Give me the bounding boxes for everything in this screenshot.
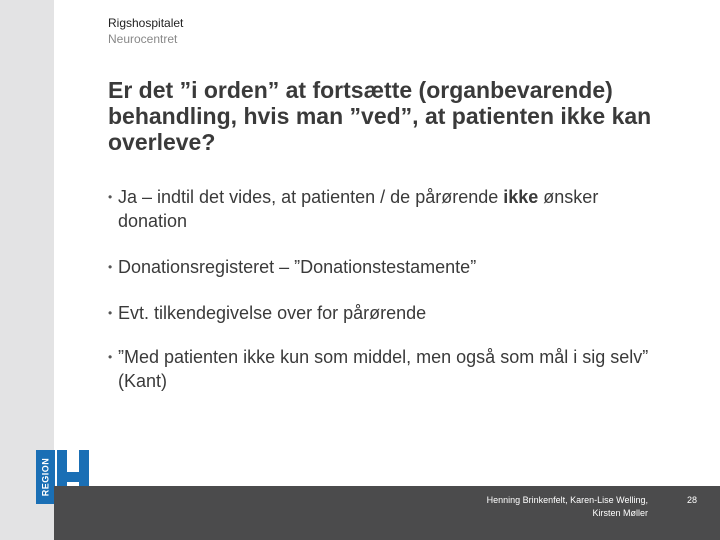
- bullet-marker: •: [108, 190, 113, 204]
- bullet-marker: •: [108, 350, 113, 364]
- bullet-item: [108, 301, 668, 325]
- logo-word: REGION: [40, 457, 51, 497]
- authors-line-1: Henning Brinkenfelt, Karen-Lise Welling,: [486, 495, 648, 505]
- bullet-item: [108, 255, 668, 279]
- organization-header: [108, 15, 183, 47]
- bullet-text-end: ønsker donation: [118, 187, 599, 231]
- bullet-text: Evt. tilkendegivelse over for pårørende: [118, 303, 427, 323]
- bullet-item: [108, 185, 668, 233]
- footer-authors: [448, 494, 648, 520]
- footer-bar: [54, 486, 720, 540]
- bullet-text: ”Med patienten ikke kun som middel, men også som mål i sig selv” (Kant): [118, 347, 649, 391]
- bullet-marker: •: [108, 260, 113, 274]
- bullet-item: [108, 345, 668, 393]
- bullet-text: Donationsregisteret – ”Donationstestamente”: [118, 257, 477, 277]
- slide-title: Er det ”i orden” at fortsætte (organbevarende) behandling, hvis man ”ved”, at patienten ikke kan overleve?: [108, 77, 652, 155]
- bullet-emphasis: ikke: [503, 187, 539, 207]
- bullet-list: [108, 185, 668, 415]
- region-logo-wordmark: [36, 450, 55, 504]
- hospital-name: Rigshospitalet: [108, 16, 184, 30]
- page-number: 28: [686, 495, 697, 505]
- bullet-marker: •: [108, 306, 113, 320]
- bullet-text: Ja – indtil det vides, at patienten / de pårørende: [118, 187, 504, 207]
- authors-line-2: Kirsten Møller: [592, 508, 648, 518]
- department-name: Neurocentret: [108, 32, 178, 46]
